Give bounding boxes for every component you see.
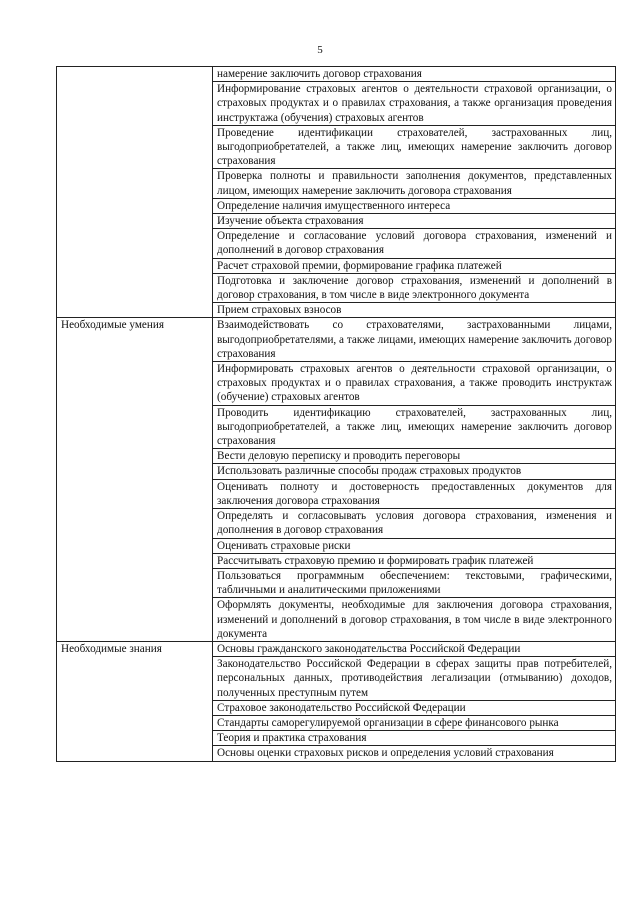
knowledge-label: Необходимые знания (57, 641, 213, 761)
knowledge-item: Стандарты саморегулируемой организации в сфере финансового рынка (213, 715, 616, 730)
skills-label: Необходимые умения (57, 318, 213, 641)
action-item: Определение и согласование условий договора страхования, изменений и дополнений в договор страхования (213, 229, 616, 258)
action-item: Прием страховых взносов (213, 303, 616, 318)
action-item: намерение заключить договор страхования (213, 67, 616, 82)
professional-standard-table (56, 66, 616, 762)
label-cell-empty (57, 67, 213, 318)
knowledge-item: Теория и практика страхования (213, 731, 616, 746)
skill-item: Использовать различные способы продаж страховых продуктов (213, 464, 616, 479)
action-item: Расчет страховой премии, формирование графика платежей (213, 258, 616, 273)
knowledge-item: Законодательство Российской Федерации в сферах защиты прав потребителей, персональных данных, противодействия легализации (отмыванию) доходов, полученных преступным путем (213, 657, 616, 701)
skill-item: Вести деловую переписку и проводить переговоры (213, 449, 616, 464)
page-number: 5 (317, 44, 323, 56)
table-row (57, 641, 616, 656)
skill-item: Оценивать страховые риски (213, 538, 616, 553)
knowledge-item: Основы гражданского законодательства Российской Федерации (213, 641, 616, 656)
action-item: Изучение объекта страхования (213, 214, 616, 229)
skill-item: Взаимодействовать со страхователями, застрахованными лицами, выгодоприобретателями, а также лицами, имеющих намерение заключить договор страхования (213, 318, 616, 362)
knowledge-item: Основы оценки страховых рисков и определения условий страхования (213, 746, 616, 761)
skill-item: Оценивать полноту и достоверность предоставленных документов для заключения договора страхования (213, 479, 616, 508)
skill-item: Пользоваться программным обеспечением: текстовыми, графическими, табличными и аналитическими приложениями (213, 568, 616, 597)
skill-item: Определять и согласовывать условия договора страхования, изменения и дополнения в договор страхования (213, 509, 616, 538)
action-item: Подготовка и заключение договор страхования, изменений и дополнений в договор страхования, в том числе в виде электронного документа (213, 273, 616, 302)
skill-item: Проводить идентификацию страхователей, застрахованных лиц, выгодоприобретателей, а также лиц, имеющих намерение заключить договор страхования (213, 405, 616, 449)
action-item: Определение наличия имущественного интереса (213, 198, 616, 213)
action-item: Проведение идентификации страхователей, застрахованных лиц, выгодоприобретателей, а также лиц, имеющих намерение заключить договор страхования (213, 125, 616, 169)
knowledge-item: Страховое законодательство Российской Федерации (213, 700, 616, 715)
table-row (57, 67, 616, 82)
table-row (57, 318, 616, 362)
skill-item: Оформлять документы, необходимые для заключения договора страхования, изменений и дополнений в договор страхования, в том числе в виде электронного документа (213, 598, 616, 642)
action-item: Информирование страховых агентов о деятельности страховой организации, о страховых продуктах и о правилах страхования, а также организация проведения инструктажа (обучения) страховых агентов (213, 82, 616, 126)
action-item: Проверка полноты и правильности заполнения документов, представленных лицом, имеющих намерение заключить договора страхования (213, 169, 616, 198)
skill-item: Рассчитывать страховую премию и формировать график платежей (213, 553, 616, 568)
skill-item: Информировать страховых агентов о деятельности страховой организации, о страховых продуктах и о правилах страхования, а также проводить инструктаж (обучение) страховых агентов (213, 362, 616, 406)
